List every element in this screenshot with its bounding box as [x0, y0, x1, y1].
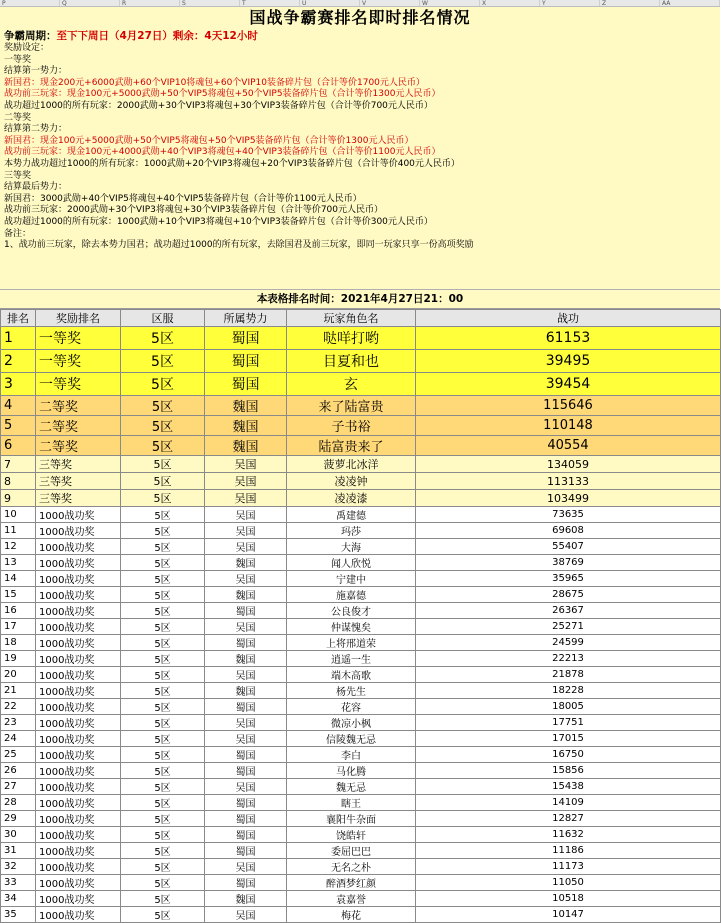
award-cell[interactable]: 1000战功奖 — [36, 843, 121, 859]
first-prize-line: 战功超过1000的所有玩家：2000武勋+30个VIP3将魂包+30个VIP3装备碎片包（合计等价700元人民币） — [4, 100, 433, 111]
player-name-cell[interactable]: 瞎王 — [287, 795, 416, 811]
table-row — [1, 715, 721, 731]
merit-cell[interactable]: 115646 — [416, 396, 721, 416]
merit-cell[interactable]: 11050 — [416, 875, 721, 891]
merit-cell[interactable]: 73635 — [416, 507, 721, 523]
award-cell[interactable]: 1000战功奖 — [36, 891, 121, 907]
merit-cell[interactable]: 110148 — [416, 416, 721, 436]
third-prize-line: 新国君：3000武勋+40个VIP5将魂包+40个VIP5装备碎片包（合计等价1100元人民币） — [4, 193, 362, 204]
faction-cell[interactable]: 魏国 — [205, 651, 287, 667]
merit-cell[interactable]: 11186 — [416, 843, 721, 859]
server-cell[interactable]: 5区 — [121, 667, 205, 683]
second-prize-line: 战功前三玩家：现金100元+4000武勋+40个VIP3将魂包+40个VIP3装备碎片包（合计等价1100元人民币） — [4, 147, 441, 158]
player-name-cell[interactable]: 子书裕 — [287, 416, 416, 436]
page-title: 国战争霸赛排名即时排名情况 — [249, 8, 471, 27]
award-cell[interactable]: 1000战功奖 — [36, 619, 121, 635]
third-prize-line: 战功前三玩家：2000武勋+30个VIP3将魂包+30个VIP3装备碎片包（合计等价700元人民币） — [4, 205, 383, 216]
faction-cell[interactable]: 蜀国 — [205, 827, 287, 843]
player-name-cell[interactable]: 凌凌钟 — [287, 473, 416, 490]
player-name-cell[interactable]: 菠萝北冰洋 — [287, 456, 416, 473]
player-name-cell[interactable]: 端木高歌 — [287, 667, 416, 683]
server-cell[interactable]: 5区 — [121, 490, 205, 507]
faction-cell[interactable]: 魏国 — [205, 891, 287, 907]
merit-cell[interactable]: 134059 — [416, 456, 721, 473]
player-name-cell[interactable]: 来了陆富贵 — [287, 396, 416, 416]
column-letter[interactable]: R — [120, 0, 180, 6]
table-row — [1, 350, 721, 373]
award-cell[interactable]: 三等奖 — [36, 490, 121, 507]
server-cell[interactable]: 5区 — [121, 373, 205, 396]
column-letter[interactable]: T — [240, 0, 300, 6]
table-row — [1, 747, 721, 763]
server-cell[interactable]: 5区 — [121, 619, 205, 635]
table-row — [1, 827, 721, 843]
column-letter[interactable]: W — [420, 0, 480, 6]
table-row — [1, 327, 721, 350]
merit-cell[interactable]: 14109 — [416, 795, 721, 811]
award-cell[interactable]: 1000战功奖 — [36, 603, 121, 619]
server-cell[interactable]: 5区 — [121, 523, 205, 539]
award-cell[interactable]: 1000战功奖 — [36, 875, 121, 891]
merit-cell[interactable]: 16750 — [416, 747, 721, 763]
faction-cell[interactable]: 吴国 — [205, 619, 287, 635]
player-name-cell[interactable]: 陆富贵来了 — [287, 436, 416, 456]
player-name-cell[interactable]: 仲谋愧矣 — [287, 619, 416, 635]
server-cell[interactable]: 5区 — [121, 603, 205, 619]
server-cell[interactable]: 5区 — [121, 731, 205, 747]
merit-cell[interactable]: 18005 — [416, 699, 721, 715]
server-cell[interactable]: 5区 — [121, 795, 205, 811]
second-prize-line: 本势力战功超过1000的所有玩家：1000武勋+20个VIP3将魂包+20个VIP3装备碎片包（合计等价400元人民币） — [4, 158, 460, 169]
player-name-cell[interactable]: 闻人欣悦 — [287, 555, 416, 571]
faction-cell[interactable]: 吴国 — [205, 507, 287, 523]
rank-cell[interactable]: 30 — [1, 827, 36, 843]
table-row — [1, 683, 721, 699]
period-line — [4, 29, 716, 43]
rank-cell[interactable]: 23 — [1, 715, 36, 731]
rank-cell[interactable]: 22 — [1, 699, 36, 715]
server-cell[interactable]: 5区 — [121, 859, 205, 875]
header-faction: 所属势力 — [205, 310, 287, 327]
table-row — [1, 699, 721, 715]
header-award: 奖励排名 — [36, 310, 121, 327]
rank-cell[interactable]: 33 — [1, 875, 36, 891]
award-cell[interactable]: 1000战功奖 — [36, 907, 121, 923]
server-cell[interactable]: 5区 — [121, 436, 205, 456]
table-row — [1, 779, 721, 795]
table-row — [1, 859, 721, 875]
player-name-cell[interactable]: 袁嘉誉 — [287, 891, 416, 907]
period-label: 争霸周期： — [4, 30, 57, 42]
award-cell[interactable]: 1000战功奖 — [36, 635, 121, 651]
third-prize-subheading: 结算最后势力： — [4, 182, 68, 193]
merit-cell[interactable]: 10518 — [416, 891, 721, 907]
first-prize-line: 新国君：现金200元+6000武勋+60个VIP10将魂包+60个VIP10装备碎片包（合计等价1700元人民币） — [4, 77, 425, 88]
faction-cell[interactable]: 蜀国 — [205, 763, 287, 779]
table-row — [1, 651, 721, 667]
server-cell[interactable]: 5区 — [121, 683, 205, 699]
table-row — [1, 473, 721, 490]
player-name-cell[interactable]: 花容 — [287, 699, 416, 715]
first-prize-subheading: 结算第一势力： — [4, 66, 68, 77]
table-row — [1, 907, 721, 923]
header-server: 区服 — [121, 310, 205, 327]
merit-cell[interactable]: 21878 — [416, 667, 721, 683]
faction-cell[interactable]: 魏国 — [205, 555, 287, 571]
rank-cell[interactable]: 32 — [1, 859, 36, 875]
server-cell[interactable]: 5区 — [121, 811, 205, 827]
award-cell[interactable]: 1000战功奖 — [36, 683, 121, 699]
rank-cell[interactable]: 13 — [1, 555, 36, 571]
faction-cell[interactable]: 吴国 — [205, 539, 287, 555]
faction-cell[interactable]: 吴国 — [205, 715, 287, 731]
merit-cell[interactable]: 113133 — [416, 473, 721, 490]
player-name-cell[interactable]: 无名之朴 — [287, 859, 416, 875]
server-cell[interactable]: 5区 — [121, 651, 205, 667]
server-cell[interactable]: 5区 — [121, 350, 205, 373]
award-cell[interactable]: 1000战功奖 — [36, 555, 121, 571]
award-cell[interactable]: 1000战功奖 — [36, 667, 121, 683]
faction-cell[interactable]: 蜀国 — [205, 350, 287, 373]
award-cell[interactable]: 1000战功奖 — [36, 651, 121, 667]
rank-cell[interactable]: 28 — [1, 795, 36, 811]
table-row — [1, 436, 721, 456]
merit-cell[interactable]: 26367 — [416, 603, 721, 619]
award-cell[interactable]: 1000战功奖 — [36, 827, 121, 843]
faction-cell[interactable]: 吴国 — [205, 731, 287, 747]
table-row — [1, 763, 721, 779]
award-cell[interactable]: 三等奖 — [36, 456, 121, 473]
faction-cell[interactable]: 魏国 — [205, 416, 287, 436]
rank-cell[interactable]: 8 — [1, 473, 36, 490]
player-name-cell[interactable]: 目夏和也 — [287, 350, 416, 373]
table-row — [1, 571, 721, 587]
rank-cell[interactable]: 20 — [1, 667, 36, 683]
table-row — [1, 635, 721, 651]
faction-cell[interactable]: 吴国 — [205, 859, 287, 875]
rank-cell[interactable]: 6 — [1, 436, 36, 456]
third-prize-line: 战功超过1000的所有玩家：1000武勋+10个VIP3将魂包+10个VIP3装备碎片包（合计等价300元人民币） — [4, 216, 433, 227]
table-row — [1, 795, 721, 811]
merit-cell[interactable]: 11632 — [416, 827, 721, 843]
faction-cell[interactable]: 吴国 — [205, 779, 287, 795]
server-cell[interactable]: 5区 — [121, 843, 205, 859]
merit-cell[interactable]: 39495 — [416, 350, 721, 373]
rank-cell[interactable]: 16 — [1, 603, 36, 619]
player-name-cell[interactable]: 逍遥一生 — [287, 651, 416, 667]
faction-cell[interactable]: 魏国 — [205, 587, 287, 603]
merit-cell[interactable]: 28675 — [416, 587, 721, 603]
faction-cell[interactable]: 蜀国 — [205, 373, 287, 396]
award-cell[interactable]: 1000战功奖 — [36, 507, 121, 523]
notes-label: 备注： — [4, 228, 32, 239]
server-cell[interactable]: 5区 — [121, 327, 205, 350]
award-cell[interactable]: 1000战功奖 — [36, 587, 121, 603]
server-cell[interactable]: 5区 — [121, 396, 205, 416]
faction-cell[interactable]: 魏国 — [205, 436, 287, 456]
table-header-row — [1, 310, 721, 327]
rank-cell[interactable]: 21 — [1, 683, 36, 699]
player-name-cell[interactable]: 凌凌漆 — [287, 490, 416, 507]
faction-cell[interactable]: 蜀国 — [205, 635, 287, 651]
rank-cell[interactable]: 14 — [1, 571, 36, 587]
player-name-cell[interactable]: 醉酒梦红颜 — [287, 875, 416, 891]
faction-cell[interactable]: 蜀国 — [205, 795, 287, 811]
merit-cell[interactable]: 18228 — [416, 683, 721, 699]
award-cell[interactable]: 1000战功奖 — [36, 715, 121, 731]
server-cell[interactable]: 5区 — [121, 747, 205, 763]
award-cell[interactable]: 1000战功奖 — [36, 699, 121, 715]
rank-cell[interactable]: 24 — [1, 731, 36, 747]
rank-cell[interactable]: 7 — [1, 456, 36, 473]
rank-cell[interactable]: 9 — [1, 490, 36, 507]
table-row — [1, 490, 721, 507]
server-cell[interactable]: 5区 — [121, 891, 205, 907]
ranking-table — [0, 309, 721, 923]
header-rank: 排名 — [1, 310, 36, 327]
award-cell[interactable]: 1000战功奖 — [36, 523, 121, 539]
table-row — [1, 456, 721, 473]
table-row — [1, 667, 721, 683]
rank-cell[interactable]: 15 — [1, 587, 36, 603]
merit-cell[interactable]: 38769 — [416, 555, 721, 571]
rank-cell[interactable]: 12 — [1, 539, 36, 555]
faction-cell[interactable]: 蜀国 — [205, 811, 287, 827]
column-letter[interactable]: Q — [60, 0, 120, 6]
server-cell[interactable]: 5区 — [121, 699, 205, 715]
rank-cell[interactable]: 31 — [1, 843, 36, 859]
second-prize-subheading: 结算第二势力： — [4, 124, 68, 135]
ranking-time-bar: 本表格排名时间：2021年4月27日21：00 — [0, 290, 720, 309]
player-name-cell[interactable]: 李白 — [287, 747, 416, 763]
third-prize-heading: 三等奖 — [4, 170, 32, 181]
merit-cell[interactable]: 39454 — [416, 373, 721, 396]
column-letter[interactable]: X — [480, 0, 540, 6]
table-row — [1, 731, 721, 747]
server-cell[interactable]: 5区 — [121, 507, 205, 523]
table-row — [1, 619, 721, 635]
rank-cell[interactable]: 35 — [1, 907, 36, 923]
player-name-cell[interactable]: 玄 — [287, 373, 416, 396]
faction-cell[interactable]: 蜀国 — [205, 603, 287, 619]
player-name-cell[interactable]: 杨先生 — [287, 683, 416, 699]
second-prize-heading: 二等奖 — [4, 112, 32, 123]
player-name-cell[interactable]: 哒咩打哟 — [287, 327, 416, 350]
rank-cell[interactable]: 29 — [1, 811, 36, 827]
faction-cell[interactable]: 吴国 — [205, 473, 287, 490]
rank-cell[interactable]: 27 — [1, 779, 36, 795]
rank-cell[interactable]: 17 — [1, 619, 36, 635]
server-cell[interactable]: 5区 — [121, 779, 205, 795]
award-cell[interactable]: 1000战功奖 — [36, 859, 121, 875]
column-letter[interactable]: P — [0, 0, 60, 6]
merit-cell[interactable]: 17751 — [416, 715, 721, 731]
table-row — [1, 891, 721, 907]
server-cell[interactable]: 5区 — [121, 635, 205, 651]
rank-cell[interactable]: 1 — [1, 327, 36, 350]
rank-cell[interactable]: 10 — [1, 507, 36, 523]
merit-cell[interactable]: 15856 — [416, 763, 721, 779]
merit-cell[interactable]: 11173 — [416, 859, 721, 875]
first-prize-line: 战功前三玩家：现金100元+5000武勋+50个VIP5将魂包+50个VIP5装备碎片包（合计等价1300元人民币） — [4, 89, 441, 100]
column-letter[interactable]: U — [300, 0, 360, 6]
award-cell[interactable]: 一等奖 — [36, 327, 121, 350]
table-row — [1, 416, 721, 436]
player-name-cell[interactable]: 魏无忌 — [287, 779, 416, 795]
first-prize-heading: 一等奖 — [4, 54, 32, 65]
faction-cell[interactable]: 蜀国 — [205, 327, 287, 350]
faction-cell[interactable]: 蜀国 — [205, 843, 287, 859]
player-name-cell[interactable]: 大海 — [287, 539, 416, 555]
faction-cell[interactable]: 魏国 — [205, 396, 287, 416]
player-name-cell[interactable]: 梅花 — [287, 907, 416, 923]
faction-cell[interactable]: 蜀国 — [205, 875, 287, 891]
merit-cell[interactable]: 103499 — [416, 490, 721, 507]
award-cell[interactable]: 一等奖 — [36, 350, 121, 373]
spreadsheet-column-header — [0, 0, 720, 7]
header-player-name: 玩家角色名 — [287, 310, 416, 327]
player-name-cell[interactable]: 宁建中 — [287, 571, 416, 587]
faction-cell[interactable]: 蜀国 — [205, 699, 287, 715]
player-name-cell[interactable]: 玛莎 — [287, 523, 416, 539]
rank-cell[interactable]: 2 — [1, 350, 36, 373]
server-cell[interactable]: 5区 — [121, 827, 205, 843]
player-name-cell[interactable]: 微凉小枫 — [287, 715, 416, 731]
faction-cell[interactable]: 吴国 — [205, 667, 287, 683]
table-row — [1, 587, 721, 603]
column-letter[interactable]: V — [360, 0, 420, 6]
rank-cell[interactable]: 19 — [1, 651, 36, 667]
notes-line: 1、战功前三玩家，除去本势力国君；战功超过1000的所有玩家，去除国君及前三玩家，即同一玩家只享一份高项奖励 — [4, 240, 474, 251]
server-cell[interactable]: 5区 — [121, 539, 205, 555]
merit-cell[interactable]: 22213 — [416, 651, 721, 667]
award-cell[interactable]: 1000战功奖 — [36, 779, 121, 795]
faction-cell[interactable]: 吴国 — [205, 571, 287, 587]
rank-cell[interactable]: 4 — [1, 396, 36, 416]
award-cell[interactable]: 二等奖 — [36, 436, 121, 456]
server-cell[interactable]: 5区 — [121, 473, 205, 490]
faction-cell[interactable]: 吴国 — [205, 907, 287, 923]
player-name-cell[interactable]: 上将邢道荣 — [287, 635, 416, 651]
rank-cell[interactable]: 5 — [1, 416, 36, 436]
player-name-cell[interactable]: 信陵魏无忌 — [287, 731, 416, 747]
merit-cell[interactable]: 15438 — [416, 779, 721, 795]
server-cell[interactable]: 5区 — [121, 763, 205, 779]
award-cell[interactable]: 二等奖 — [36, 396, 121, 416]
merit-cell[interactable]: 12827 — [416, 811, 721, 827]
award-cell[interactable]: 一等奖 — [36, 373, 121, 396]
faction-cell[interactable]: 魏国 — [205, 683, 287, 699]
second-prize-line: 新国君：现金100元+5000武勋+50个VIP5将魂包+50个VIP5装备碎片包（合计等价1300元人民币） — [4, 135, 414, 146]
award-cell[interactable]: 1000战功奖 — [36, 747, 121, 763]
award-cell[interactable]: 三等奖 — [36, 473, 121, 490]
server-cell[interactable]: 5区 — [121, 571, 205, 587]
rank-cell[interactable]: 26 — [1, 763, 36, 779]
server-cell[interactable]: 5区 — [121, 587, 205, 603]
table-row — [1, 539, 721, 555]
table-row — [1, 507, 721, 523]
player-name-cell[interactable]: 公良俊才 — [287, 603, 416, 619]
settings-label: 奖励设定： — [4, 43, 50, 53]
award-cell[interactable]: 1000战功奖 — [36, 539, 121, 555]
player-name-cell[interactable]: 襄阳牛杂面 — [287, 811, 416, 827]
merit-cell[interactable]: 40554 — [416, 436, 721, 456]
period-value: 至下下周日（4月27日）剩余：4天12小时 — [56, 30, 258, 42]
award-cell[interactable]: 1000战功奖 — [36, 763, 121, 779]
table-row — [1, 843, 721, 859]
player-name-cell[interactable]: 委屈巴巴 — [287, 843, 416, 859]
rank-cell[interactable]: 18 — [1, 635, 36, 651]
ranking-table-body — [1, 327, 721, 923]
table-row — [1, 603, 721, 619]
table-row — [1, 875, 721, 891]
server-cell[interactable]: 5区 — [121, 416, 205, 436]
table-row — [1, 811, 721, 827]
award-cell[interactable]: 1000战功奖 — [36, 731, 121, 747]
merit-cell[interactable]: 25271 — [416, 619, 721, 635]
table-row — [1, 396, 721, 416]
player-name-cell[interactable]: 禹建德 — [287, 507, 416, 523]
faction-cell[interactable]: 蜀国 — [205, 747, 287, 763]
player-name-cell[interactable]: 施嘉德 — [287, 587, 416, 603]
rank-cell[interactable]: 11 — [1, 523, 36, 539]
server-cell[interactable]: 5区 — [121, 555, 205, 571]
header-merit: 战功 — [416, 310, 721, 327]
merit-cell[interactable]: 69608 — [416, 523, 721, 539]
server-cell[interactable]: 5区 — [121, 715, 205, 731]
rank-cell[interactable]: 34 — [1, 891, 36, 907]
merit-cell[interactable]: 61153 — [416, 327, 721, 350]
player-name-cell[interactable]: 马化腾 — [287, 763, 416, 779]
table-row — [1, 373, 721, 396]
column-letter[interactable]: S — [180, 0, 240, 6]
merit-cell[interactable]: 24599 — [416, 635, 721, 651]
merit-cell[interactable]: 10147 — [416, 907, 721, 923]
rank-cell[interactable]: 3 — [1, 373, 36, 396]
rank-cell[interactable]: 25 — [1, 747, 36, 763]
table-row — [1, 523, 721, 539]
merit-cell[interactable]: 55407 — [416, 539, 721, 555]
award-cell[interactable]: 1000战功奖 — [36, 795, 121, 811]
faction-cell[interactable]: 吴国 — [205, 490, 287, 507]
merit-cell[interactable]: 35965 — [416, 571, 721, 587]
award-cell[interactable]: 二等奖 — [36, 416, 121, 436]
faction-cell[interactable]: 吴国 — [205, 456, 287, 473]
column-letter[interactable]: AA — [660, 0, 720, 6]
column-letter[interactable]: Y — [540, 0, 600, 6]
merit-cell[interactable]: 17015 — [416, 731, 721, 747]
award-cell[interactable]: 1000战功奖 — [36, 811, 121, 827]
reward-info-panel — [0, 7, 720, 290]
player-name-cell[interactable]: 饶皓轩 — [287, 827, 416, 843]
faction-cell[interactable]: 吴国 — [205, 523, 287, 539]
server-cell[interactable]: 5区 — [121, 907, 205, 923]
award-cell[interactable]: 1000战功奖 — [36, 571, 121, 587]
server-cell[interactable]: 5区 — [121, 456, 205, 473]
server-cell[interactable]: 5区 — [121, 875, 205, 891]
column-letter[interactable]: Z — [600, 0, 660, 6]
table-row — [1, 555, 721, 571]
